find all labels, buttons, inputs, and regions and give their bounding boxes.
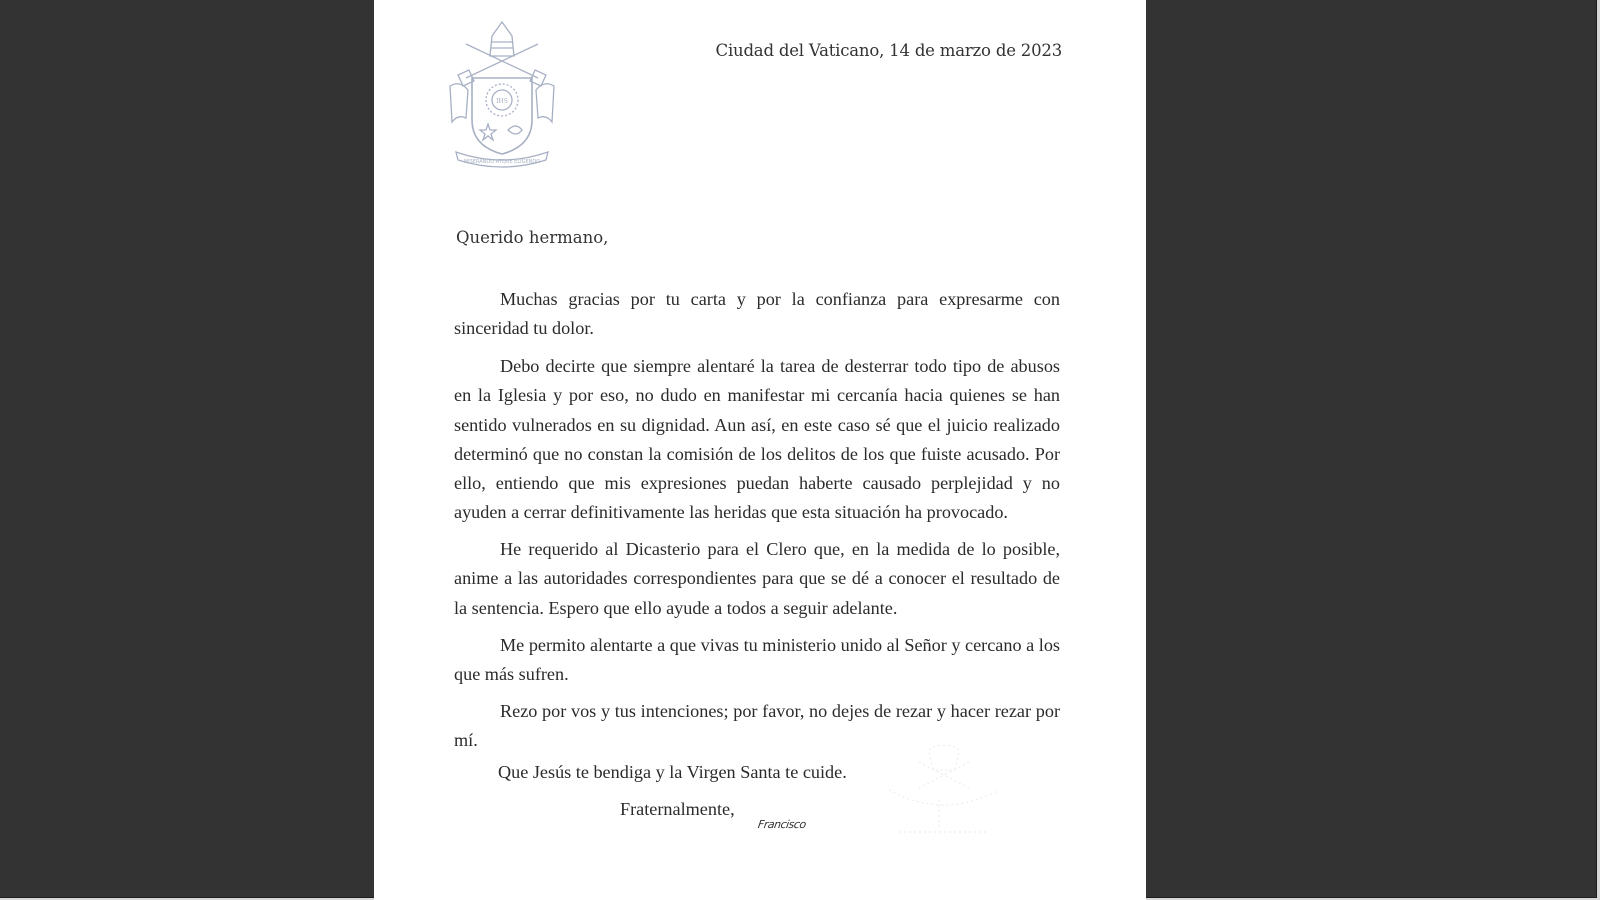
letter-page <box>374 0 1146 900</box>
letter-paragraph-2 <box>454 352 1060 538</box>
letter-paragraph-4 <box>454 631 1060 700</box>
letter-greeting: Querido hermano, <box>456 228 609 247</box>
letter-paragraph-3 <box>454 535 1060 633</box>
paragraph-text: Muchas gracias por tu carta y por la confianza para expresarme con sinceridad tu dolor. <box>454 289 1060 339</box>
handwritten-signature: Francisco <box>757 818 807 831</box>
paragraph-text: Rezo por vos y tus intenciones; por favor, no dejes de rezar y hacer rezar por mí. <box>454 701 1060 751</box>
letter-dateline: Ciudad del Vaticano, 14 de marzo de 2023 <box>715 41 1062 60</box>
letter-closing: Fraternalmente, <box>620 799 735 819</box>
svg-text:MISERANDO ATQUE ELIGENDO: MISERANDO ATQUE ELIGENDO <box>463 159 541 165</box>
paragraph-text: Me permito alentarte a que vivas tu ministerio unido al Señor y cercano a los que más sufren. <box>454 635 1060 685</box>
papal-coat-of-arms-icon <box>446 18 558 170</box>
svg-text:IHS: IHS <box>496 98 508 105</box>
letter-paragraph-1 <box>454 285 1060 354</box>
paragraph-text: He requerido al Dicasterio para el Clero que, en la medida de lo posible, anime a las autoridades correspondientes para que se dé a conocer el resultado de la sentencia. Espero que ello ayude a todos a seguir adelante. <box>454 539 1060 618</box>
paragraph-text: Debo decirte que siempre alentaré la tarea de desterrar todo tipo de abusos en la Iglesia y por eso, no dudo en manifestar mi cercanía hacia quienes se han sentido vulnerados en su dignidad. Aun así, en este caso sé que el juicio realizado determinó que no constan la comisión de los delitos de los que fuiste acusado. Por ello, entiendo que mis expresiones puedan haberte causado perplejidad y no ayuden a cerrar definitivamente las heridas que esta situación ha provocado. <box>454 356 1060 523</box>
letter-blessing: Que Jesús te bendiga y la Virgen Santa te cuide. <box>498 762 847 782</box>
faint-seal-stamp-icon <box>879 740 1009 840</box>
